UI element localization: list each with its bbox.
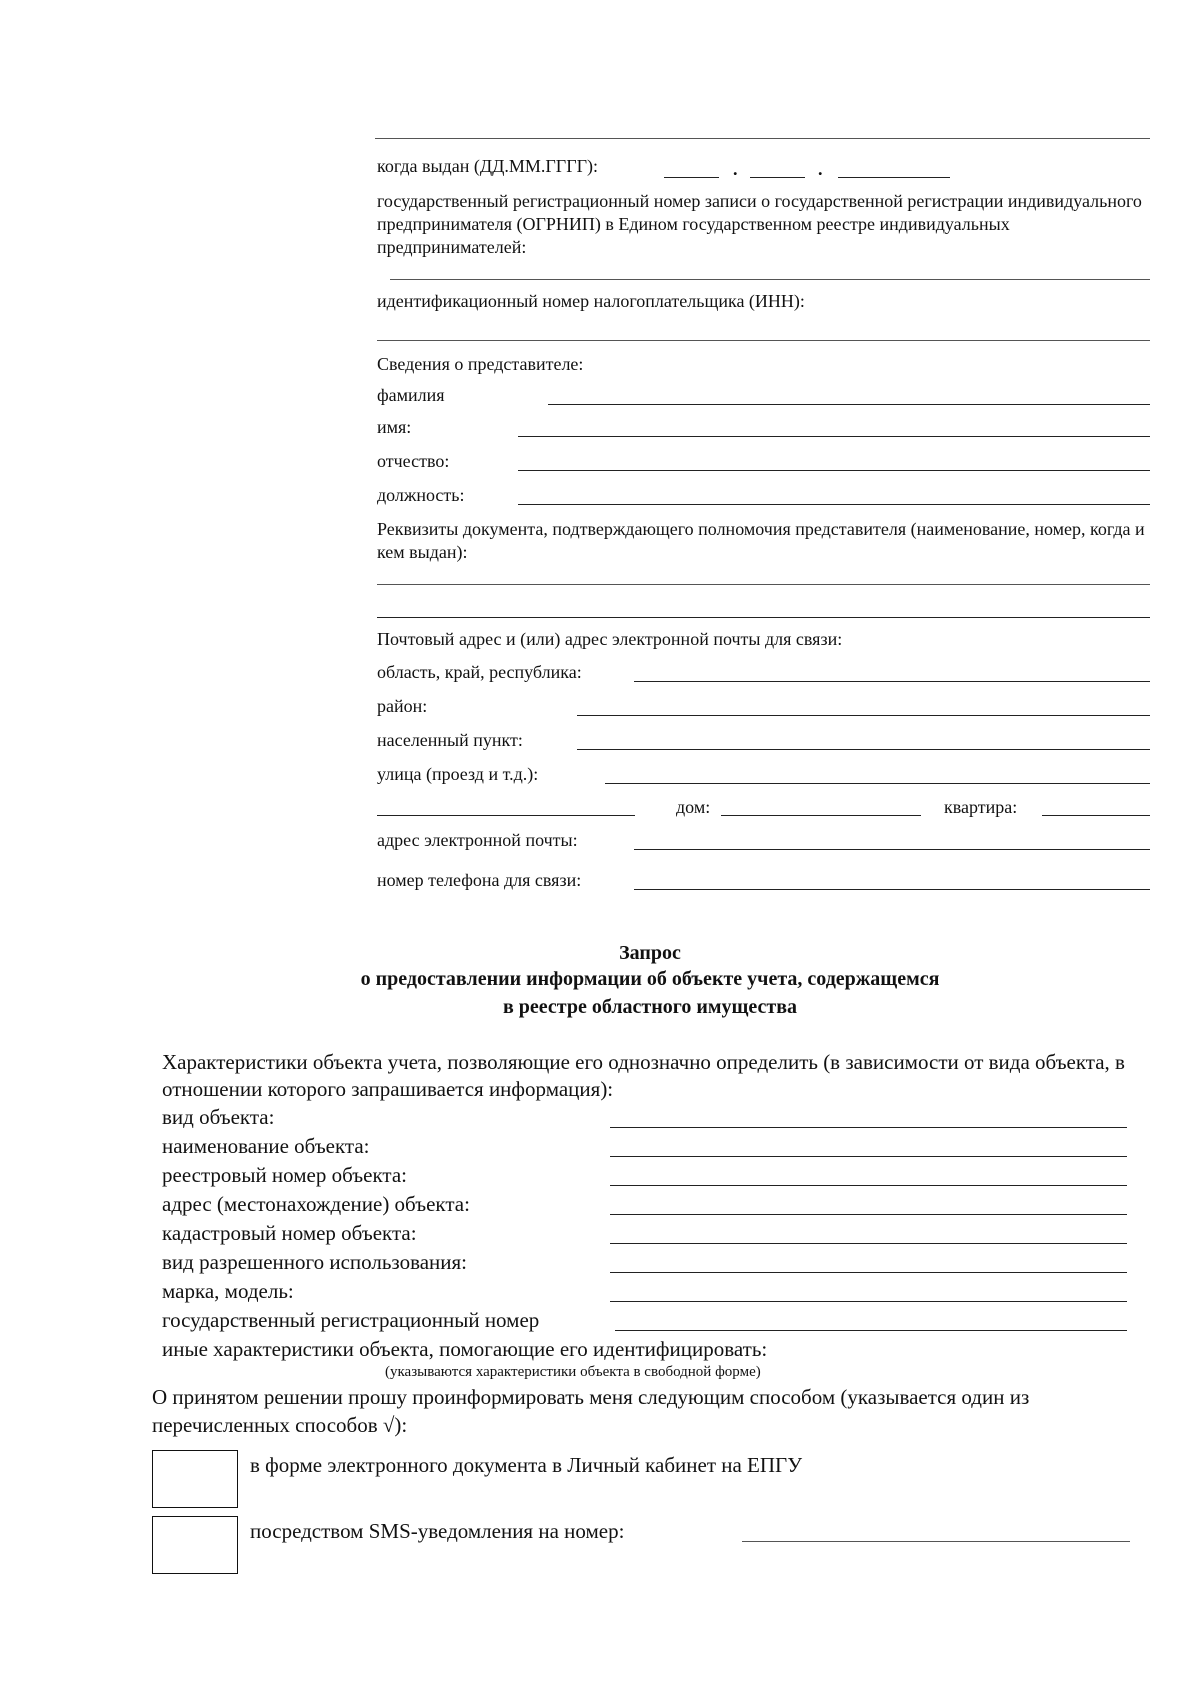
request-title-line3: в реестре областного имущества [502, 996, 798, 1018]
surname-field[interactable] [548, 404, 1150, 405]
ogrnip-label: государственный регистрационный номер записи о государственной регистрации индивидуального предпринимателя (ОГРНИП) в Едином государственном реестре индивидуальных предпринимателей: [377, 191, 1142, 257]
district-field[interactable] [577, 715, 1150, 716]
cadastral-field[interactable] [610, 1243, 1127, 1244]
house-label: дом: [676, 797, 711, 817]
date-separator: . [733, 159, 738, 179]
object-type-field[interactable] [610, 1127, 1127, 1128]
issued-year-field[interactable] [838, 177, 950, 178]
apartment-field[interactable] [1042, 815, 1150, 816]
email-field[interactable] [634, 849, 1150, 850]
request-title-line2: о предоставлении информации об объекте учета, содержащемся [360, 968, 940, 990]
position-label: должность: [377, 485, 465, 505]
surname-label: фамилия [377, 385, 445, 405]
characteristics-intro: Характеристики объекта учета, позволяющие его однозначно определить (в зависимости от вида объекта, в отношении которого запрашивается информация): [162, 1050, 1125, 1101]
phone-label: номер телефона для связи: [377, 870, 582, 890]
other-characteristics-hint: (указываются характеристики объекта в свободной форме) [385, 1364, 761, 1380]
notify-intro: О принятом решении прошу проинформировать меня следующим способом (указывается один из перечисленных способов √): [152, 1385, 1030, 1437]
ogrnip-field[interactable] [390, 279, 1150, 280]
phone-field[interactable] [634, 889, 1150, 890]
cadastral-label: кадастровый номер объекта: [162, 1221, 417, 1245]
issued-day-field[interactable] [664, 177, 719, 178]
state-reg-number-field[interactable] [615, 1330, 1127, 1331]
inn-label: идентификационный номер налогоплательщика (ИНН): [377, 291, 805, 311]
option-sms-label: посредством SMS-уведомления на номер: [250, 1519, 625, 1543]
address-field[interactable] [610, 1214, 1127, 1215]
street-label: улица (проезд и т.д.): [377, 764, 539, 784]
representative-heading: Сведения о представителе: [377, 354, 584, 374]
registry-number-label: реестровый номер объекта: [162, 1163, 407, 1187]
name-label: имя: [377, 417, 412, 437]
object-name-label: наименование объекта: [162, 1134, 370, 1158]
name-field[interactable] [518, 436, 1150, 437]
option-epgu-label: в форме электронного документа в Личный кабинет на ЕПГУ [250, 1453, 803, 1477]
patronymic-label: отчество: [377, 451, 450, 471]
email-label: адрес электронной почты: [377, 830, 578, 850]
street-continuation-field[interactable] [377, 815, 635, 816]
street-field[interactable] [605, 783, 1150, 784]
locality-label: населенный пункт: [377, 730, 523, 750]
house-field[interactable] [721, 815, 921, 816]
address-label: адрес (местонахождение) объекта: [162, 1192, 470, 1216]
inn-field[interactable] [377, 340, 1150, 341]
brand-model-label: марка, модель: [162, 1279, 294, 1303]
other-characteristics-label: иные характеристики объекта, помогающие его идентифицировать: [162, 1337, 768, 1361]
registry-number-field[interactable] [610, 1185, 1127, 1186]
issued-month-field[interactable] [750, 177, 805, 178]
object-type-label: вид объекта: [162, 1105, 275, 1129]
option-epgu-checkbox[interactable] [152, 1450, 238, 1508]
top-rule [375, 138, 1150, 139]
district-label: район: [377, 696, 428, 716]
position-field[interactable] [518, 504, 1150, 505]
state-reg-number-label: государственный регистрационный номер [162, 1308, 540, 1332]
locality-field[interactable] [577, 749, 1150, 750]
apartment-label: квартира: [944, 797, 1018, 817]
issued-when-label: когда выдан (ДД.ММ.ГГГГ): [377, 156, 599, 176]
authority-doc-label: Реквизиты документа, подтверждающего полномочия представителя (наименование, номер, когда и кем выдан): [377, 519, 1145, 562]
request-title-line1: Запрос [619, 942, 681, 964]
brand-model-field[interactable] [610, 1301, 1127, 1302]
object-name-field[interactable] [610, 1156, 1127, 1157]
authority-doc-field-line1[interactable] [377, 584, 1150, 585]
contact-heading: Почтовый адрес и (или) адрес электронной почты для связи: [377, 629, 843, 649]
sms-phone-field[interactable] [742, 1541, 1130, 1542]
authority-doc-field-line2[interactable] [377, 617, 1150, 618]
permitted-use-label: вид разрешенного использования: [162, 1250, 468, 1274]
date-separator: . [818, 159, 823, 179]
option-sms-checkbox[interactable] [152, 1516, 238, 1574]
region-label: область, край, республика: [377, 662, 582, 682]
patronymic-field[interactable] [518, 470, 1150, 471]
region-field[interactable] [634, 681, 1150, 682]
permitted-use-field[interactable] [610, 1272, 1127, 1273]
